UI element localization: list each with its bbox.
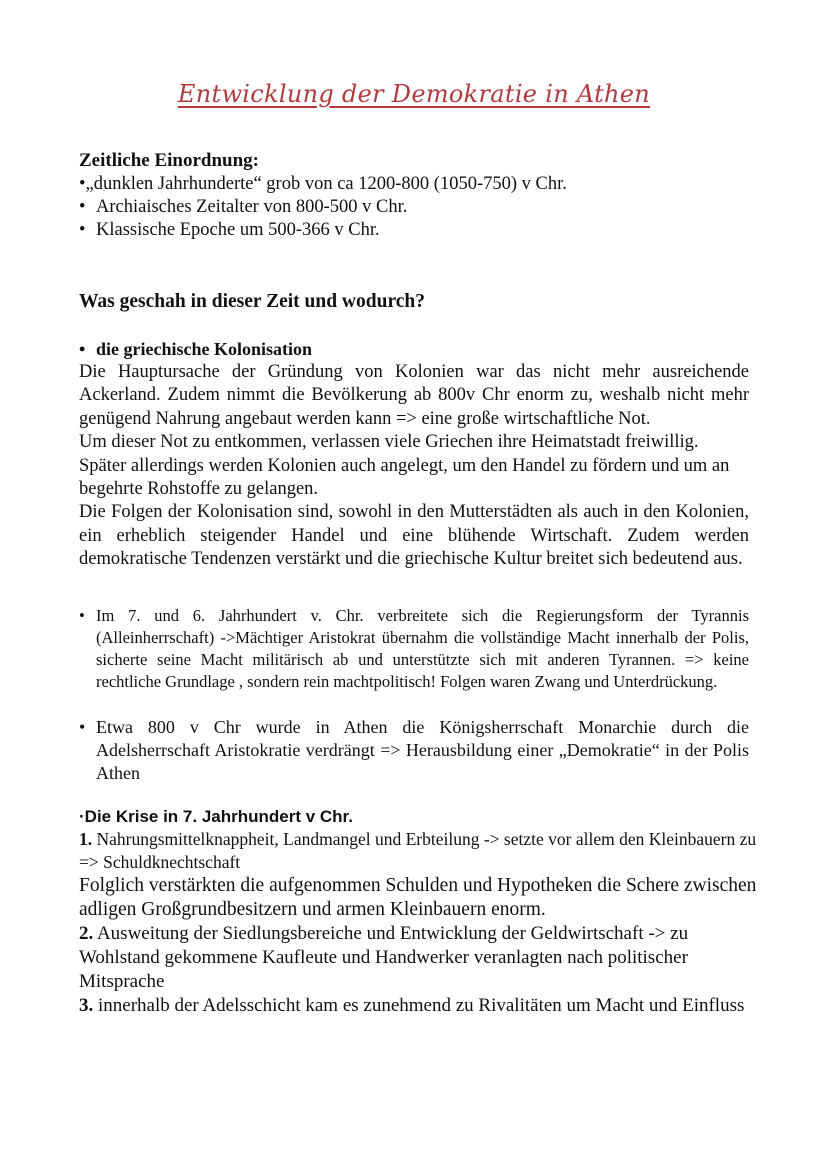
colonization-paragraph-3: Später allerdings werden Kolonien auch angelegt, um den Handel zu fördern und um an begehrte Rohstoffe zu gelangen. [79, 455, 730, 500]
aristocracy-bullet [79, 716, 749, 785]
bullet-icon: • [79, 606, 85, 625]
colonization-paragraph-1: Die Hauptursache der Gründung von Kolonien war das nicht mehr ausreichende Ackerland. Zudem nimmt die Bevölkerung ab 800v Chr enorm zu, weshalb nicht mehr genügend Nahrung angebaut werden kann => eine große wirtschaftliche Not. [79, 362, 749, 429]
crisis-consequence: Folglich verstärkten die aufgenommen Schulden und Hypotheken die Schere zwischen adligen Großgrundbesitzern und armen Kleinbauern enorm. [79, 875, 757, 920]
timeline-section [79, 149, 749, 242]
tyrannis-text: Im 7. und 6. Jahrhundert v. Chr. verbreitete sich die Regierungsform der Tyrannis (Alleinherrschaft) ->Mächtiger Aristokrat übernahm die vollständige Macht innerhalb der Polis, sicherte seine Macht militärisch ab und unterstützte sich mit anderen Tyrannen. => keine rechtliche Grundlage , sondern rein machtpolitisch! Folgen waren Zwang und Unterdrückung. [96, 606, 749, 691]
crisis-heading: ·Die Krise in 7. Jahrhundert v Chr. [79, 807, 353, 826]
timeline-item-2: • Archiaisches Zeitalter von 800-500 v Chr. [79, 197, 408, 217]
bullet-icon: • [79, 717, 86, 737]
page-title: Entwicklung der Demokratie in Athen [177, 80, 651, 108]
bullet-icon: • [79, 220, 86, 240]
crisis-section [79, 806, 759, 1018]
colonization-heading: • die griechische Kolonisation [79, 339, 312, 359]
crisis-point-1: 1. Nahrungsmittelknappheit, Landmangel und Erbteilung -> setzte vor allem den Kleinbauern zu => Schuldknechtschaft [79, 829, 757, 872]
aristocracy-text: Etwa 800 v Chr wurde in Athen die Königsherrschaft Monarchie durch die Adelsherrschaft Aristokratie verdrängt => Herausbildung einer „Demokratie“ in der Polis Athen [96, 717, 749, 783]
timeline-heading: Zeitliche Einordnung: [79, 150, 259, 171]
colonization-section [79, 338, 749, 572]
colonization-paragraph-4: Die Folgen der Kolonisation sind, sowohl in den Mutterstädten als auch in den Kolonien, ein erheblich steigender Handel und eine blühende Wirtschaft. Zudem werden demokratische Tendenzen verstärkt und die griechische Kultur breitet sich bedeutend aus. [79, 502, 749, 570]
what-happened-heading: Was geschah in dieser Zeit und wodurch? [79, 291, 426, 312]
timeline-item-3: • Klassische Epoche um 500-366 v Chr. [79, 220, 380, 240]
colonization-paragraph-2: Um dieser Not zu entkommen, verlassen viele Griechen ihre Heimatstadt freiwillig. [79, 432, 699, 453]
bullet-icon: • [79, 197, 86, 217]
crisis-point-3: 3. innerhalb der Adelsschicht kam es zunehmend zu Rivalitäten um Macht und Einfluss [79, 995, 745, 1016]
tyrannis-bullet [79, 605, 749, 693]
bullet-icon: • [79, 339, 86, 359]
crisis-point-2: 2. Ausweitung der Siedlungsbereiche und Entwicklung der Geldwirtschaft -> zu Wohlstand gekommene Kaufleute und Handwerker veranlagten nach politischer Mitsprache [79, 923, 689, 992]
timeline-item-1: •„dunklen Jahrhunderte“ grob von ca 1200-800 (1050-750) v Chr. [79, 174, 567, 194]
